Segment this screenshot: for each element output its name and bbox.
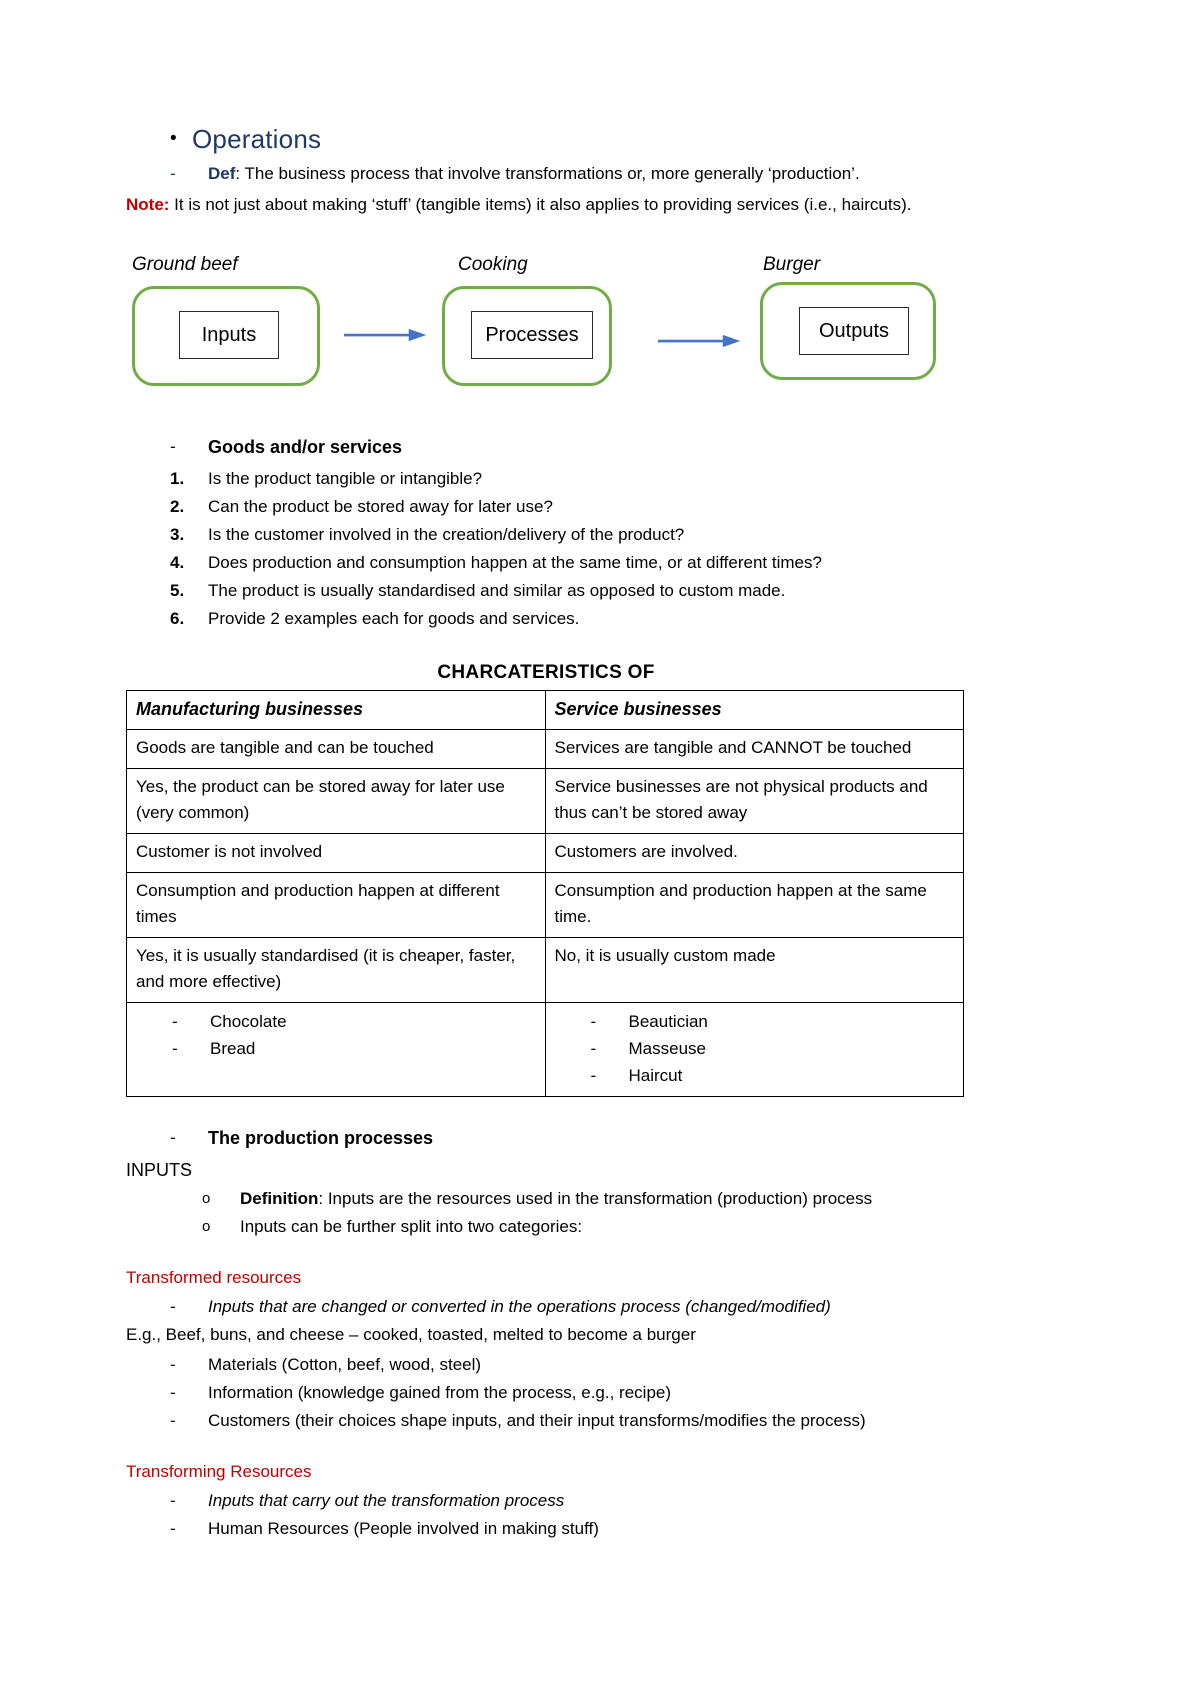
dash-bullet-icon: - (170, 1491, 176, 1510)
page-title: Operations (192, 124, 322, 154)
list-item (170, 548, 966, 576)
list-item-number: 4. (170, 553, 185, 572)
list-item (170, 1515, 966, 1543)
service-example-list (555, 1008, 955, 1089)
circle-bullet-icon: o (202, 1218, 211, 1235)
cell-service: Customers are involved. (545, 834, 964, 873)
list-item-text: Inputs that are changed or converted in the operations process (changed/modified) (208, 1297, 831, 1316)
list-item-text: Is the product tangible or intangible? (208, 469, 483, 488)
list-item (170, 492, 966, 520)
table-row (127, 730, 964, 769)
table-row (127, 938, 964, 1003)
dash-bullet-icon: - (170, 1383, 176, 1402)
cell-manufacturing: Goods are tangible and can be touched (127, 730, 546, 769)
list-item-text: Haircut (628, 1066, 683, 1085)
list-item (170, 1379, 966, 1407)
transformed-resources-sublist (126, 1351, 966, 1435)
cell-service-examples (545, 1003, 964, 1097)
dash-bullet-icon: - (170, 164, 176, 183)
transforming-resources-list (126, 1487, 966, 1543)
definition-text (208, 161, 860, 186)
list-item-text: The product is usually standardised and similar as opposed to custom made. (208, 581, 786, 600)
transformed-example-line: E.g., Beef, buns, and cheese – cooked, toasted, melted to become a burger (126, 1325, 696, 1344)
diagram-arrow-2-icon (652, 334, 748, 348)
dash-bullet-icon: - (170, 1297, 176, 1316)
diagram-arrow-1-icon (338, 328, 434, 342)
list-item (170, 1293, 966, 1321)
dash-bullet-icon: - (170, 437, 176, 456)
list-item (170, 604, 966, 632)
list-item-text: Is the customer involved in the creation/delivery of the product? (208, 525, 685, 544)
list-item-text (240, 1185, 872, 1213)
list-item (170, 464, 966, 492)
inputs-heading: INPUTS (126, 1160, 193, 1180)
note-body: It is not just about making ‘stuff’ (tangible items) it also applies to providing services (i.e., haircuts). (169, 195, 912, 214)
dash-bullet-icon: - (590, 1039, 597, 1058)
inputs-definition-label: Definition (240, 1189, 319, 1208)
dash-bullet-icon: - (590, 1066, 597, 1085)
list-item-text: Does production and consumption happen at the same time, or at different times? (208, 553, 822, 572)
cell-manufacturing: Yes, the product can be stored away for later use (very common) (127, 769, 546, 834)
transforming-resources-heading: Transforming Resources (126, 1462, 312, 1481)
cell-service: Service businesses are not physical products and thus can’t be stored away (545, 769, 964, 834)
list-item-number: 6. (170, 609, 185, 628)
cell-manufacturing: Customer is not involved (127, 834, 546, 873)
diagram-label-outputs: Burger (763, 254, 821, 275)
table-row (127, 834, 964, 873)
table-row (127, 769, 964, 834)
column-header-service: Service businesses (545, 691, 964, 730)
list-item (555, 1035, 955, 1062)
table-header-row (127, 691, 964, 730)
list-item (136, 1035, 536, 1062)
diagram-box-inputs: Inputs (179, 311, 279, 359)
list-item (136, 1008, 536, 1035)
process-diagram (126, 254, 966, 400)
list-item (170, 520, 966, 548)
goods-heading: Goods and/or services (208, 437, 403, 457)
list-item (202, 1185, 966, 1213)
table-title: CHARCATERISTICS OF (437, 662, 655, 683)
diagram-label-inputs: Ground beef (132, 254, 238, 275)
dash-bullet-icon: - (170, 1519, 176, 1538)
operations-heading-row (170, 122, 966, 156)
list-item-text: Human Resources (People involved in making stuff) (208, 1519, 599, 1538)
list-item-text: Beautician (628, 1012, 708, 1031)
production-heading: The production processes (208, 1128, 434, 1148)
bullet-dot-icon: • (170, 128, 177, 149)
list-item-text: Masseuse (628, 1039, 706, 1058)
table-row (127, 873, 964, 938)
inputs-points-list (126, 1185, 966, 1241)
list-item (170, 576, 966, 604)
circle-bullet-icon: o (202, 1190, 211, 1207)
dash-bullet-icon: - (172, 1012, 178, 1031)
definition-label: Def (208, 164, 236, 183)
inputs-definition-body: : Inputs are the resources used in the transformation (production) process (318, 1189, 873, 1208)
list-item-text: Customers (their choices shape inputs, and their input transforms/modifies the process) (208, 1411, 866, 1430)
document-body (126, 122, 966, 1543)
list-item (170, 1487, 966, 1515)
note-paragraph (126, 190, 938, 220)
list-item-number: 2. (170, 497, 185, 516)
list-item-number: 5. (170, 581, 185, 600)
list-item-text: Information (knowledge gained from the process, e.g., recipe) (208, 1383, 672, 1402)
list-item-text: Inputs that carry out the transformation process (208, 1491, 565, 1510)
dash-bullet-icon: - (170, 1411, 176, 1430)
transformed-resources-heading: Transformed resources (126, 1268, 302, 1287)
list-item (170, 1407, 966, 1435)
list-item-text: Chocolate (210, 1012, 287, 1031)
list-item-number: 3. (170, 525, 185, 544)
list-item-text: Can the product be stored away for later use? (208, 497, 553, 516)
list-item (170, 1351, 966, 1379)
cell-manufacturing: Yes, it is usually standardised (it is cheaper, faster, and more effective) (127, 938, 546, 1003)
dash-bullet-icon: - (172, 1039, 178, 1058)
manufacturing-example-list (136, 1008, 536, 1062)
diagram-outer-box-processes (442, 286, 612, 386)
cell-service: No, it is usually custom made (545, 938, 964, 1003)
diagram-box-processes: Processes (471, 311, 593, 359)
list-item (555, 1008, 955, 1035)
diagram-box-outputs: Outputs (799, 307, 909, 355)
dash-bullet-icon: - (170, 1355, 176, 1374)
cell-service: Services are tangible and CANNOT be touched (545, 730, 964, 769)
list-item-text: Inputs can be further split into two categories: (240, 1217, 583, 1236)
dash-bullet-icon: - (590, 1012, 597, 1031)
list-item-number: 1. (170, 469, 185, 488)
dash-bullet-icon: - (170, 1128, 176, 1147)
goods-heading-row (170, 434, 966, 460)
diagram-label-processes: Cooking (458, 254, 528, 275)
cell-manufacturing: Consumption and production happen at different times (127, 873, 546, 938)
diagram-outer-box-outputs (760, 282, 936, 380)
cell-manufacturing-examples (127, 1003, 546, 1097)
diagram-outer-box-inputs (132, 286, 320, 386)
list-item-text: Bread (210, 1039, 256, 1058)
table-row-examples (127, 1003, 964, 1097)
definition-body: : The business process that involve transformations or, more generally ‘production’. (235, 164, 860, 183)
note-label: Note: (126, 195, 170, 214)
production-heading-row (170, 1125, 966, 1151)
column-header-manufacturing: Manufacturing businesses (127, 691, 546, 730)
cell-service: Consumption and production happen at the same time. (545, 873, 964, 938)
characteristics-table (126, 690, 964, 1097)
list-item-text: Materials (Cotton, beef, wood, steel) (208, 1355, 482, 1374)
transformed-resources-list (126, 1293, 966, 1321)
list-item (555, 1062, 955, 1089)
list-item-text: Provide 2 examples each for goods and services. (208, 609, 580, 628)
goods-question-list (126, 464, 966, 632)
definition-row (170, 161, 966, 186)
list-item (202, 1213, 966, 1241)
